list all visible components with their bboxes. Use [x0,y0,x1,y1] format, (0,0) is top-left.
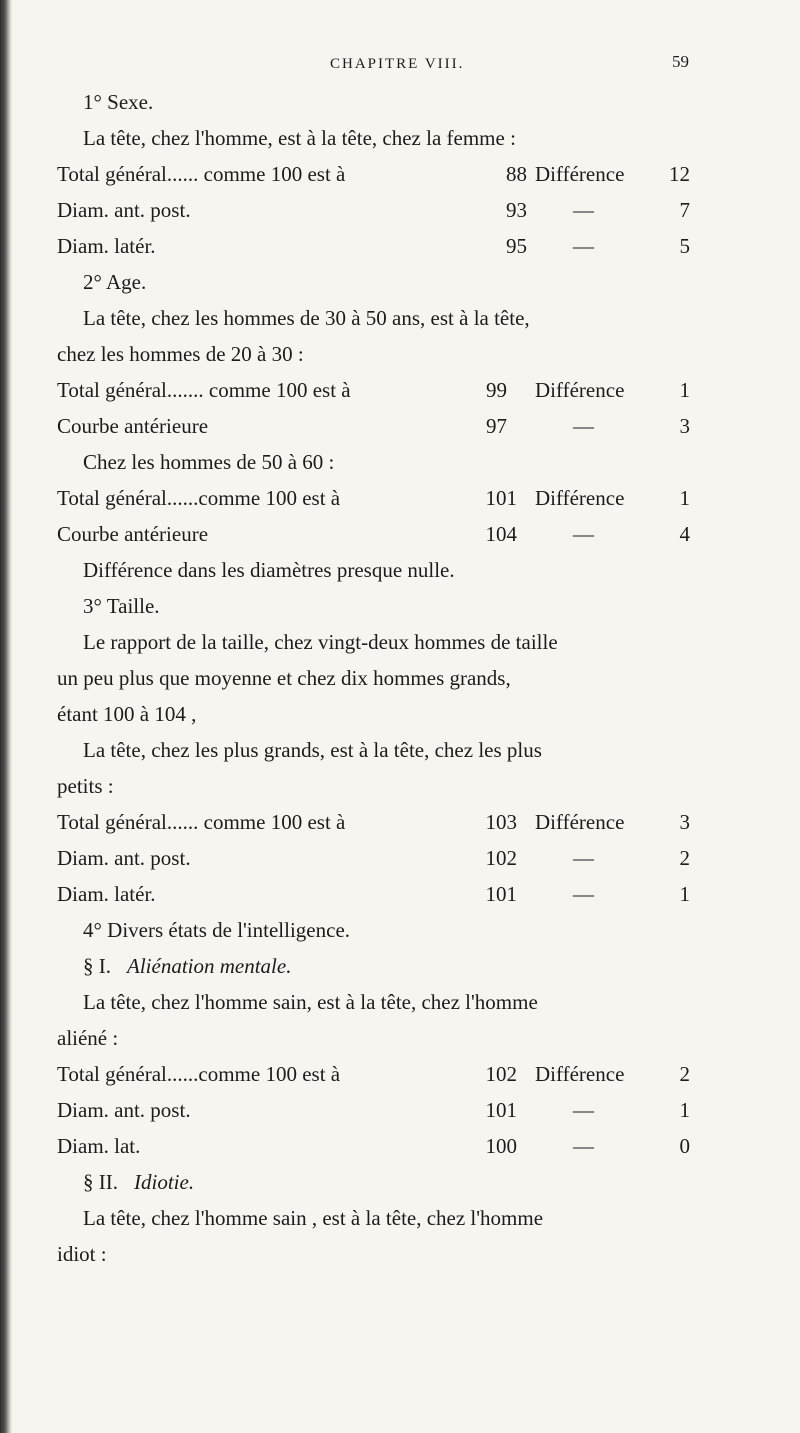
row-value: 88 [506,162,527,186]
row-label: Courbe antérieure [57,522,209,546]
row-diff-label: Différence [535,486,625,510]
paragraph-text: étant 100 à 104 , [57,702,197,726]
table-row [0,372,800,408]
row-value: 93 [506,198,527,222]
subsection-heading [0,948,800,984]
paragraph-line [0,660,800,696]
table-row [0,516,800,552]
row-diff: 1 [679,882,690,906]
row-label: Diam. ant. post. [57,846,191,870]
row-diff-label: — [573,234,594,258]
paragraph-text: La tête, chez les hommes de 30 à 50 ans, est à la tête, [83,306,530,330]
section-heading [0,588,800,624]
table-row [0,804,800,840]
heading-text: 4° Divers états de l'intelligence. [83,918,351,942]
paragraph-text: La tête, chez l'homme sain, est à la tête, chez l'homme [83,990,538,1014]
section-mark: § I. [83,954,111,978]
row-value: 101 [485,486,517,510]
row-diff: 3 [679,810,690,834]
section-heading [0,84,800,120]
table-row [0,840,800,876]
paragraph-text: Différence dans les diamètres presque nulle. [83,558,455,582]
row-diff: 7 [679,198,690,222]
row-diff: 4 [679,522,690,546]
row-value: 103 [485,810,517,834]
paragraph-line [0,732,800,768]
row-diff-label: — [573,1134,594,1158]
paragraph-line [0,696,800,732]
row-label: Total général......comme 100 est à [57,1062,341,1086]
paragraph-line [0,444,800,480]
table-row [0,156,800,192]
row-label: Total général....... comme 100 est à [57,378,351,402]
row-diff: 3 [679,414,690,438]
row-value: 101 [485,1098,517,1122]
table-row [0,192,800,228]
running-title: CHAPITRE VIII. [330,56,465,72]
row-diff-label: — [573,414,594,438]
row-label: Total général...... comme 100 est à [57,162,346,186]
row-diff: 2 [679,1062,690,1086]
subsection-title: Idiotie. [134,1170,195,1194]
row-diff: 1 [679,378,690,402]
paragraph-text: petits : [57,774,114,798]
row-value: 102 [485,1062,517,1086]
row-value: 104 [485,522,517,546]
row-diff: 1 [679,486,690,510]
paragraph-text: Le rapport de la taille, chez vingt-deux hommes de taille [83,630,558,654]
paragraph-text: chez les hommes de 20 à 30 : [57,342,304,366]
row-diff-label: Différence [535,378,625,402]
table-row [0,1128,800,1164]
row-value: 101 [485,882,517,906]
row-label: Total général...... comme 100 est à [57,810,346,834]
row-label: Diam. ant. post. [57,198,191,222]
row-diff: 5 [679,234,690,258]
row-value: 99 [486,378,507,402]
section-mark: § II. [83,1170,118,1194]
table-row [0,228,800,264]
subsection-title: Aliénation mentale. [127,954,292,978]
section-heading [0,264,800,300]
row-label: Diam. latér. [57,882,156,906]
row-label: Diam. lat. [57,1134,141,1158]
row-value: 102 [485,846,517,870]
row-value: 100 [485,1134,517,1158]
paragraph-text: un peu plus que moyenne et chez dix hommes grands, [57,666,511,690]
paragraph-line [0,120,800,156]
page-header [0,52,800,80]
row-diff-label: Différence [535,162,625,186]
row-label: Courbe antérieure [57,414,209,438]
table-row [0,876,800,912]
paragraph-text: Chez les hommes de 50 à 60 : [83,450,335,474]
row-diff: 2 [679,846,690,870]
row-diff-label: Différence [535,810,625,834]
row-label: Total général......comme 100 est à [57,486,341,510]
paragraph-line [0,1020,800,1056]
row-value: 97 [486,414,507,438]
row-diff-label: — [573,846,594,870]
row-label: Diam. ant. post. [57,1098,191,1122]
page-number: 59 [672,52,689,71]
paragraph-text: La tête, chez les plus grands, est à la tête, chez les plus [83,738,542,762]
table-row [0,480,800,516]
paragraph-text: La tête, chez l'homme, est à la tête, chez la femme : [83,126,516,150]
paragraph-line [0,336,800,372]
paragraph-text: La tête, chez l'homme sain , est à la tête, chez l'homme [83,1206,544,1230]
row-diff-label: — [573,1098,594,1122]
heading-text: 2° Age. [83,270,147,294]
row-diff-label: — [573,882,594,906]
subsection-heading [0,1164,800,1200]
paragraph-line [0,768,800,804]
paragraph-text: aliéné : [57,1026,119,1050]
heading-text: 3° Taille. [83,594,160,618]
paragraph-line [0,300,800,336]
row-diff: 1 [679,1098,690,1122]
heading-text: 1° Sexe. [83,90,154,114]
table-row [0,408,800,444]
row-diff: 12 [669,162,690,186]
paragraph-line [0,984,800,1020]
row-diff-label: — [573,522,594,546]
row-value: 95 [506,234,527,258]
paragraph-line [0,1236,800,1272]
row-diff-label: — [573,198,594,222]
paragraph-line [0,624,800,660]
row-label: Diam. latér. [57,234,156,258]
paragraph-text: idiot : [57,1242,107,1266]
paragraph-line [0,552,800,588]
table-row [0,1092,800,1128]
row-diff: 0 [679,1134,690,1158]
row-diff-label: Différence [535,1062,625,1086]
paragraph-line [0,1200,800,1236]
section-heading [0,912,800,948]
table-row [0,1056,800,1092]
